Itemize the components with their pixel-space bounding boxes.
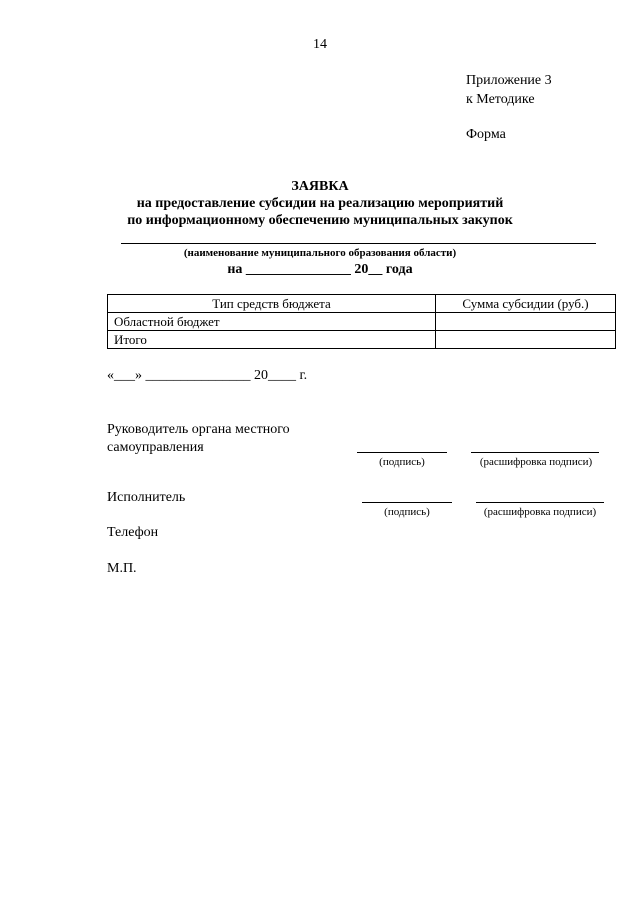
title-line-1: ЗАЯВКА [291,179,349,194]
executor-signature-field[interactable] [362,502,452,503]
annex-line-1: Приложение 3 [466,73,552,88]
annex-line-2: к Методике [466,92,535,107]
executor-label: Исполнитель [107,490,186,505]
table-header-row [108,295,616,313]
page-number: 14 [313,37,327,52]
municipality-caption: (наименование муниципального образования области) [183,247,457,259]
head-label-line-2: самоуправления [107,440,204,455]
form-label: Форма [466,127,506,142]
as-of-date: на _______________ 20__ года [227,262,413,277]
table-row [108,331,616,349]
table-row [108,313,616,331]
signing-date-line: «___» _______________ 20____ г. [107,368,308,383]
cell-subsidy-amount[interactable] [436,313,616,331]
head-signature-caption: (подпись) [379,456,425,468]
cell-budget-type: Областной бюджет [108,313,436,331]
phone-label: Телефон [107,525,159,540]
executor-decoding-caption: (расшифровка подписи) [483,506,597,518]
head-decoding-field[interactable] [471,452,599,453]
document-title [0,178,640,229]
cell-budget-type: Итого [108,331,436,349]
head-label-line-1: Руководитель органа местного [107,422,290,437]
title-line-2: на предоставление субсидии на реализацию мероприятий [136,196,504,211]
header-budget-type: Тип средств бюджета [108,295,436,313]
title-line-3: по информационному обеспечению муниципальных закупок [127,213,513,228]
executor-decoding-field[interactable] [476,502,604,503]
cell-subsidy-amount[interactable] [436,331,616,349]
municipality-name-field[interactable] [121,243,596,244]
stamp-label: М.П. [107,561,137,576]
header-subsidy-amount: Сумма субсидии (руб.) [436,295,616,313]
head-signature-field[interactable] [357,452,447,453]
head-signatory-label [107,421,290,457]
budget-table [107,294,616,349]
head-decoding-caption: (расшифровка подписи) [479,456,593,468]
executor-signature-caption: (подпись) [384,506,430,518]
annex-reference [466,71,552,109]
